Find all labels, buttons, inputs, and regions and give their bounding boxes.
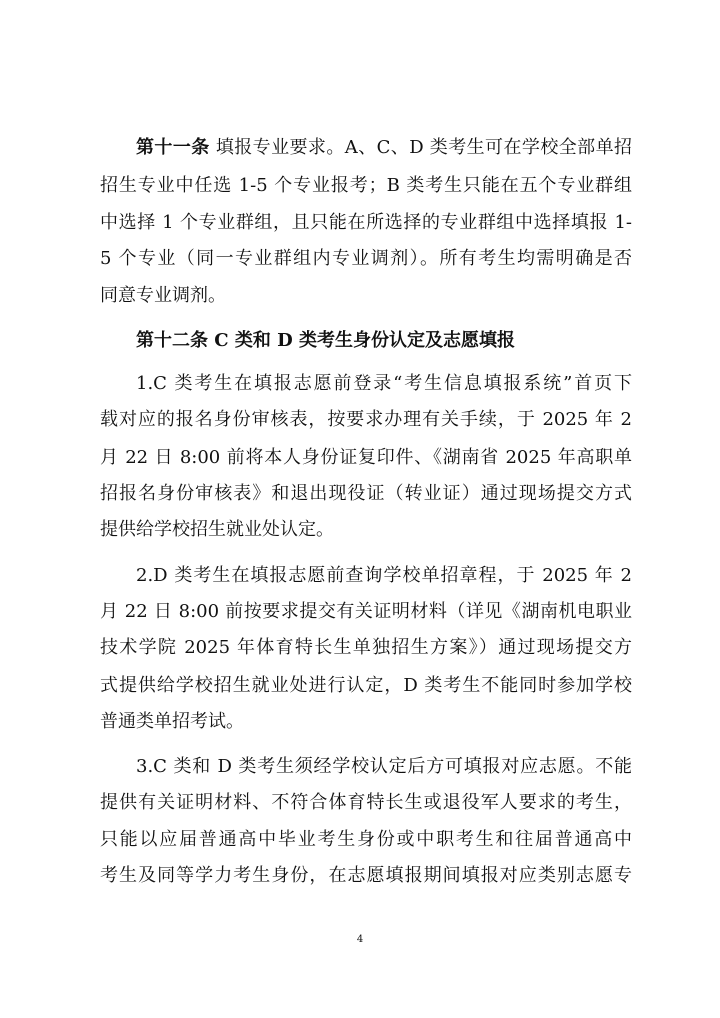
paragraph-line: 技术学院 2025 年体育特长生单独招生方案》）通过现场提交方 <box>100 637 632 658</box>
paragraph-line: 招报名身份审核表》和退出现役证（转业证）通过现场提交方式 <box>100 483 632 504</box>
paragraph-line <box>136 136 632 160</box>
paragraph-line: 月 22 日 8:00 前按要求提交有关证明材料（详见《湖南机电职业 <box>100 601 632 622</box>
paragraph-line: 3.C 类和 D 类考生须经学校认定后方可填报对应志愿。不能 <box>136 756 632 777</box>
paragraph-line: 同意专业调剂。 <box>100 285 226 306</box>
paragraph-line: 式提供给学校招生就业处进行认定，D 类考生不能同时参加学校 <box>100 675 632 696</box>
page-number: 4 <box>356 934 364 945</box>
paragraph-line: 普通类单招考试。 <box>100 711 244 732</box>
paragraph-line: 中选择 1 个专业群组，且只能在所选择的专业群组中选择填报 1- <box>100 212 632 233</box>
article-heading: 第十二条 C 类和 D 类考生身份认定及志愿填报 <box>136 330 516 351</box>
paragraph-line: 提供给学校招生就业处认定。 <box>100 519 334 540</box>
paragraph-line: 考生及同等学力考生身份，在志愿填报期间填报对应类别志愿专 <box>100 865 632 886</box>
paragraph-line: 只能以应届普通高中毕业考生身份或中职考生和往届普通高中 <box>100 829 632 850</box>
article-text: 填报专业要求。A、C、D 类考生可在学校全部单招 <box>209 137 632 158</box>
article-label: 第十一条 <box>136 137 210 158</box>
paragraph-line: 月 22 日 8:00 前将本人身份证复印件、《湖南省 2025 年高职单 <box>100 447 632 468</box>
paragraph-line: 招生专业中任选 1-5 个专业报考；B 类考生只能在五个专业群组 <box>100 175 632 196</box>
paragraph-line: 提供有关证明材料、不符合体育特长生或退役军人要求的考生， <box>100 792 632 813</box>
paragraph-line: 载对应的报名身份审核表，按要求办理有关手续，于 2025 年 2 <box>100 409 632 430</box>
paragraph-line: 5 个专业（同一专业群组内专业调剂）。所有考生均需明确是否 <box>100 248 632 269</box>
paragraph-line: 1.C 类考生在填报志愿前登录“考生信息填报系统”首页下 <box>136 373 632 394</box>
paragraph-line: 2.D 类考生在填报志愿前查询学校单招章程，于 2025 年 2 <box>136 565 632 586</box>
